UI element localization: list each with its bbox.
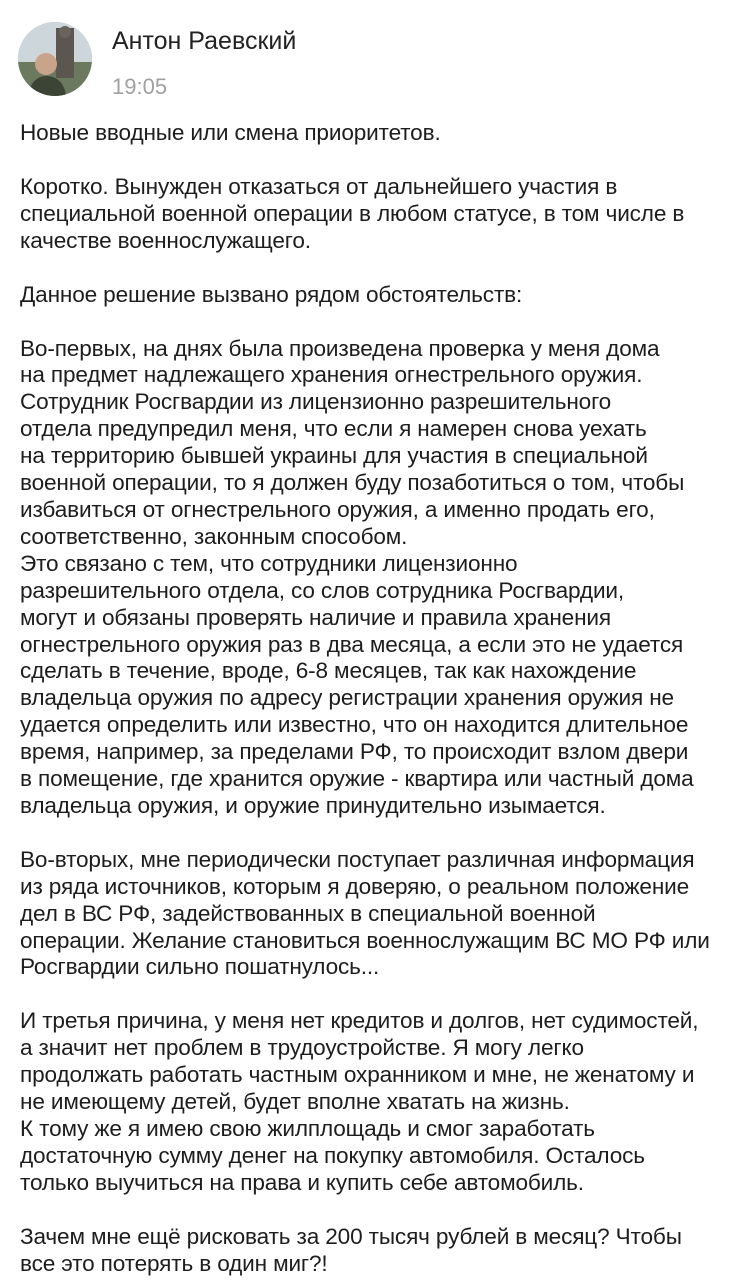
paragraph: [20, 174, 726, 255]
paragraph: [20, 282, 726, 309]
text-line: на предмет надлежащего хранения огнестрельного оружия.: [20, 362, 643, 388]
text-line: разрешительного отдела, со слов сотрудника Росгвардии,: [20, 577, 625, 603]
text-line: удается определить или известно, что он находится длительное: [20, 712, 689, 738]
text-line: Коротко. Вынужден отказаться от дальнейшего участия в: [20, 173, 618, 199]
paragraph-gap: [20, 820, 726, 847]
post-text: [20, 120, 726, 1278]
text-line: достаточную сумму денег на покупку автомобиля. Осталось: [20, 1142, 645, 1168]
text-line: соответственно, законным способом.: [20, 523, 408, 549]
paragraph-gap: [20, 255, 726, 282]
text-line: все это потерять в один миг?!: [20, 1250, 328, 1276]
post-header: [18, 18, 725, 98]
avatar-photo: [18, 22, 92, 96]
text-line: Во-вторых, мне периодически поступает различная информация: [20, 846, 695, 872]
text-line: время, например, за пределами РФ, то происходит взлом двери: [20, 739, 689, 765]
text-line: дел в ВС РФ, задействованных в специальной военной: [20, 900, 596, 926]
text-line: владельца оружия, и оружие принудительно изымается.: [20, 792, 606, 818]
text-line: избавиться от огнестрельного оружия, а именно продать его,: [20, 496, 655, 522]
paragraph-gap: [20, 981, 726, 1008]
text-line: качестве военнослужащего.: [20, 227, 311, 253]
author-name[interactable]: Антон Раевский: [112, 27, 297, 55]
text-line: Росгвардии сильно пошатнулось...: [20, 954, 380, 980]
text-line: в помещение, где хранится оружие - квартира или частный дома: [20, 766, 694, 792]
paragraph-gap: [20, 309, 726, 336]
text-line: огнестрельного оружия раз в два месяца, а если это не удается: [20, 631, 684, 657]
text-line: сделать в течение, вроде, 6-8 месяцев, так как нахождение: [20, 658, 637, 684]
text-line: К тому же я имею свою жилплощадь и смог заработать: [20, 1116, 595, 1141]
paragraph: [20, 120, 726, 147]
text-line: могут и обязаны проверять наличие и правила хранения: [20, 604, 611, 630]
avatar[interactable]: [18, 22, 92, 96]
paragraph: [20, 1008, 726, 1196]
text-line: операции. Желание становиться военнослужащим ВС МО РФ или: [20, 927, 710, 953]
text-line: только выучиться на права и купить себе автомобиль.: [20, 1169, 584, 1195]
text-line: Во-первых, на днях была произведена проверка у меня дома: [20, 335, 660, 361]
text-line: не имеющему детей, будет вполне хватать на жизнь.: [20, 1089, 570, 1115]
text-line: владельца оружия по адресу регистрации хранения оружия не: [20, 685, 674, 711]
text-line: на территорию бывшей украины для участия в специальной: [20, 443, 648, 469]
paragraph-gap: [20, 147, 726, 174]
post-time[interactable]: 19:05: [112, 74, 168, 99]
text-line: отдела предупредил меня, что если я намерен снова уехать: [20, 416, 647, 442]
text-line: Данное решение вызвано рядом обстоятельств:: [20, 281, 523, 307]
text-line: военной операции, то я должен буду позаботиться о том, чтобы: [20, 470, 685, 496]
paragraph-gap: [20, 1197, 726, 1224]
paragraph: [20, 1224, 726, 1278]
text-line: специальной военной операции в любом статусе, в том числе в: [20, 200, 685, 226]
paragraph: [20, 336, 726, 820]
text-line: Это связано с тем, что сотрудники лицензионно: [20, 550, 518, 576]
text-line: Новые вводные или смена приоритетов.: [20, 120, 441, 145]
text-line: Зачем мне ещё рисковать за 200 тысяч рублей в месяц? Чтобы: [20, 1223, 682, 1249]
paragraph: [20, 847, 726, 982]
text-line: Сотрудник Росгвардии из лицензионно разрешительного: [20, 389, 612, 415]
text-line: а значит нет проблем в трудоустройстве. Я могу легко: [20, 1035, 584, 1061]
text-line: продолжать работать частным охранником и мне, не женатому и: [20, 1062, 695, 1088]
text-line: И третья причина, у меня нет кредитов и долгов, нет судимостей,: [20, 1008, 699, 1034]
text-line: из ряда источников, которым я доверяю, о реальном положение: [20, 873, 690, 899]
